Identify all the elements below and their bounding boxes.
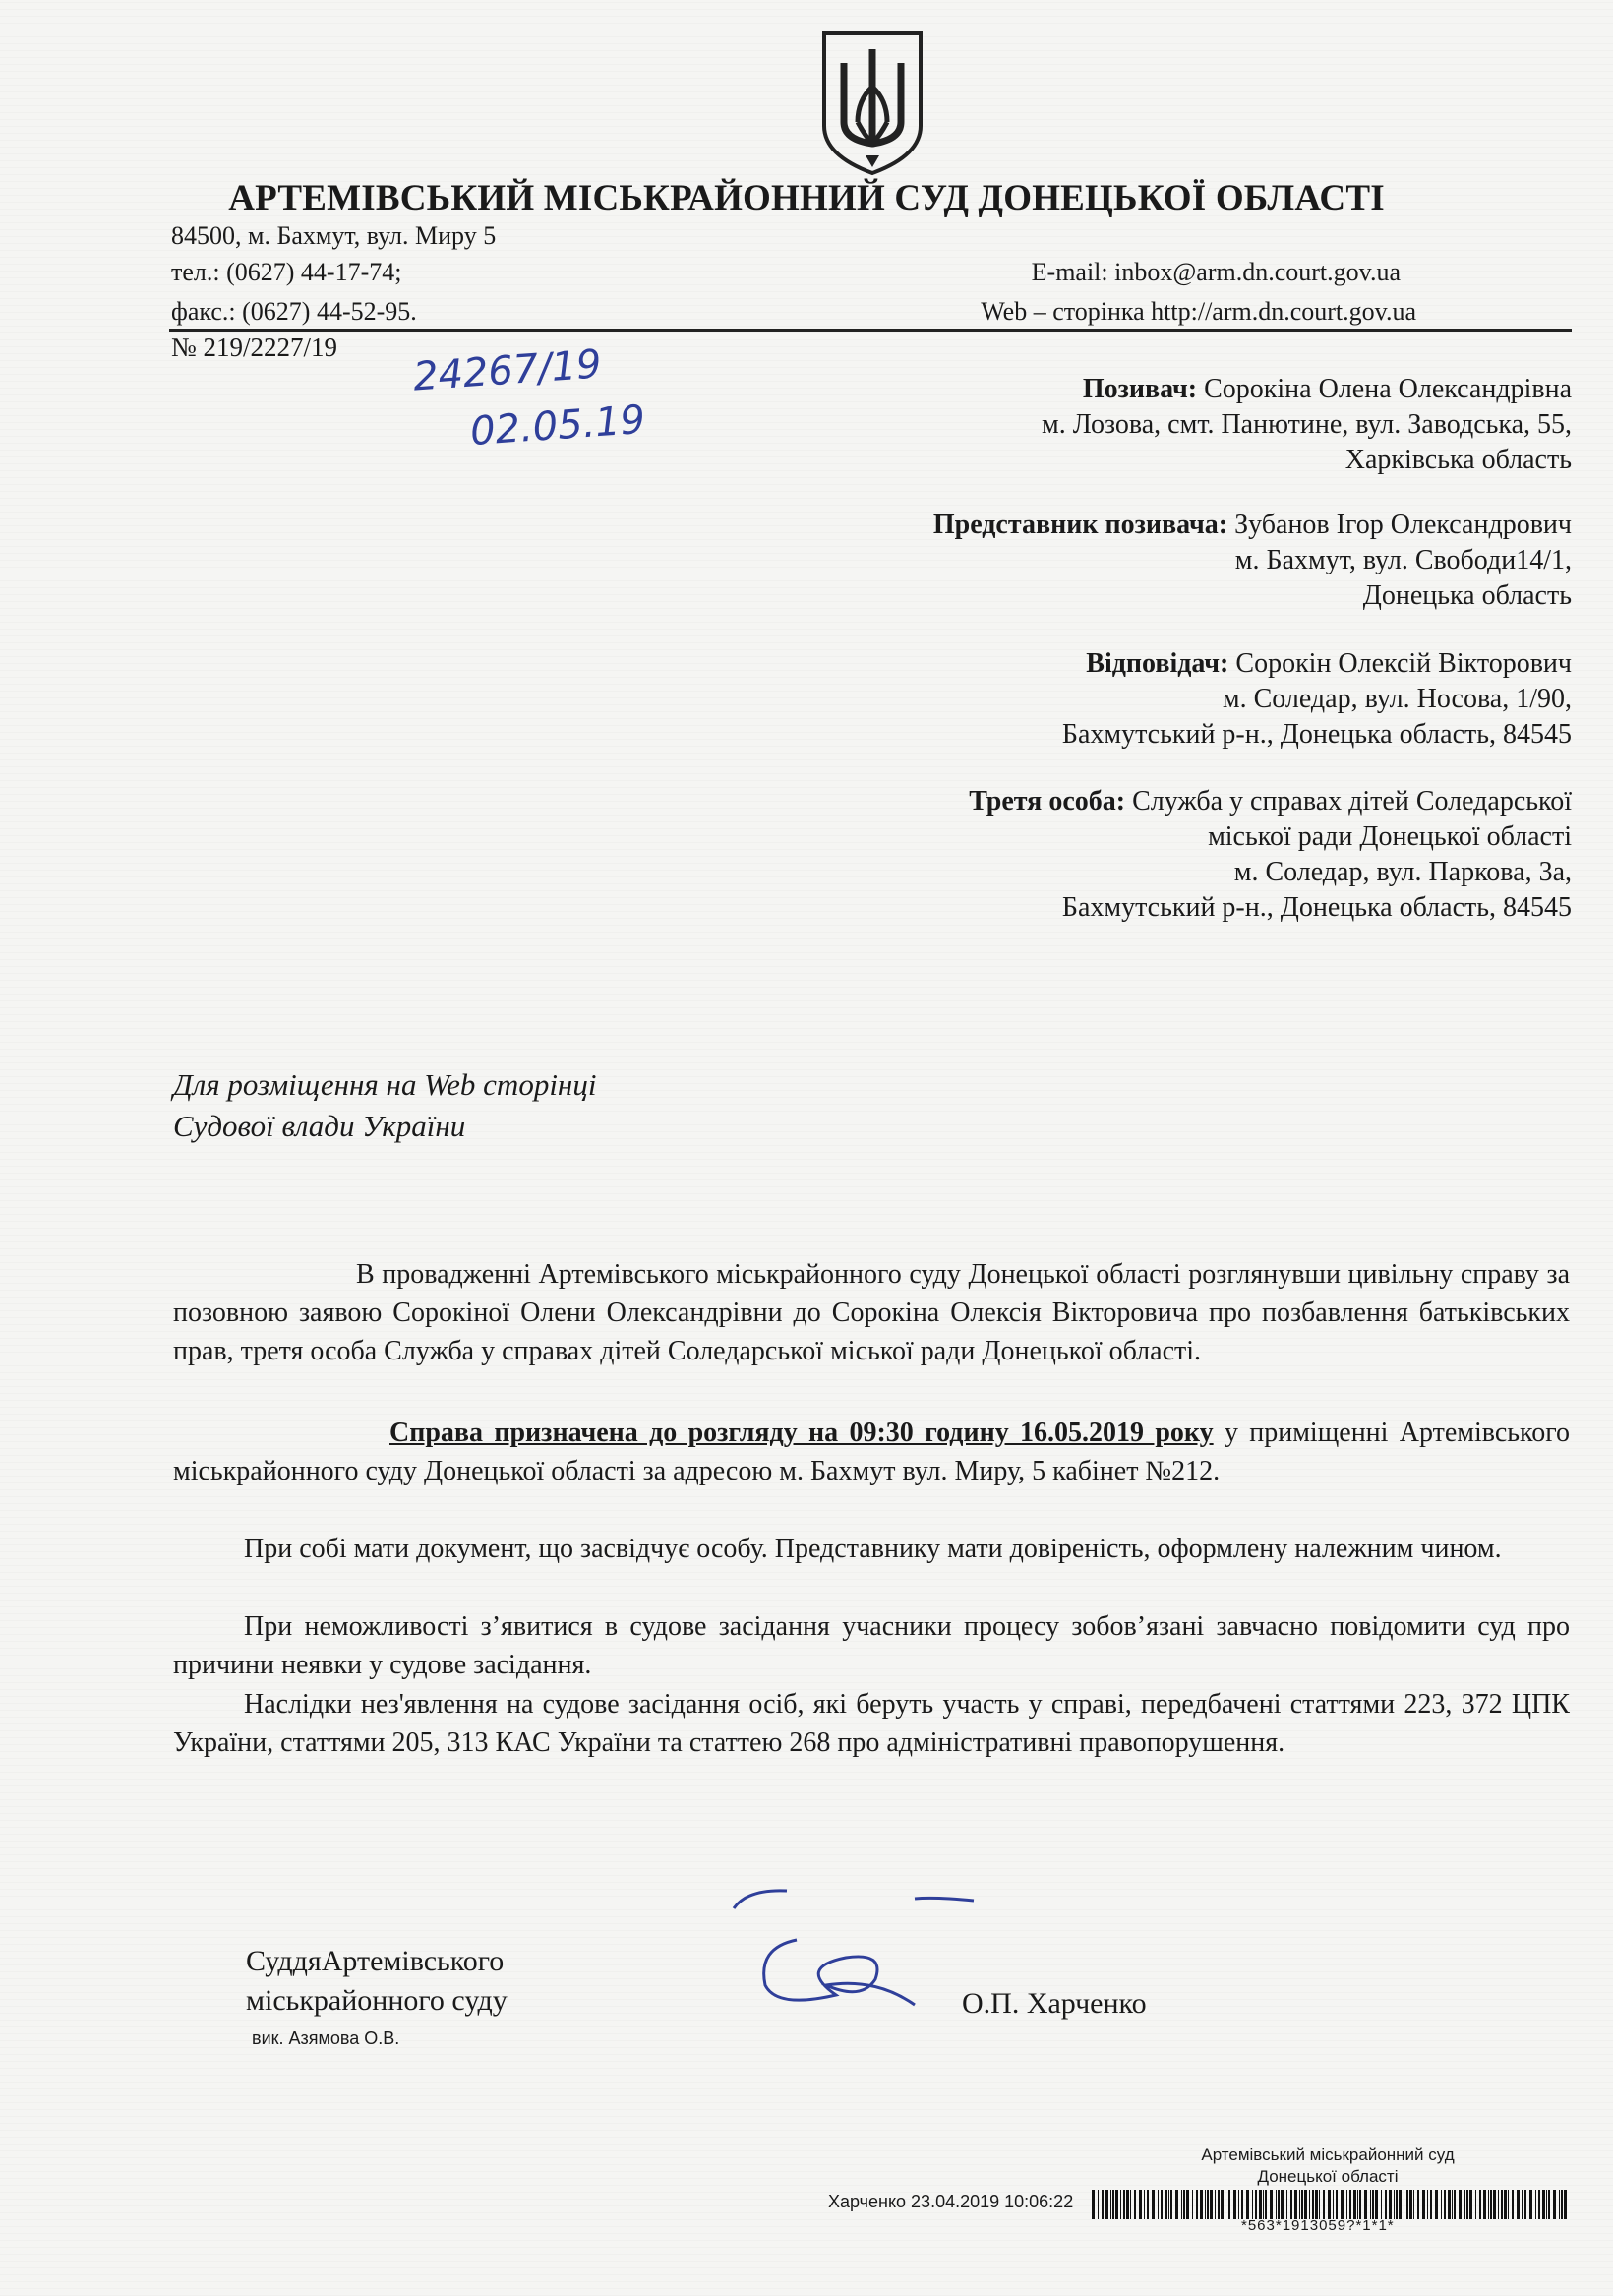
web-note-line-2: Судової влади України: [173, 1109, 466, 1143]
stamp-meta: Харченко 23.04.2019 10:06:22: [828, 2192, 1074, 2211]
court-email: E-mail: inbox@arm.dn.court.gov.ua: [1031, 258, 1401, 286]
court-address: 84500, м. Бахмут, вул. Миру 5: [171, 221, 497, 250]
plaintiff-address-2: Харківська область: [1344, 445, 1572, 475]
judge-title-line-1: СуддяАртемівського: [246, 1945, 505, 1977]
third-party-address-1: м. Соледар, вул. Паркова, 3а,: [1233, 857, 1572, 887]
stamp-court-line-2: Донецької області: [1257, 2167, 1399, 2186]
stamp-court-line-1: Артемівський міськрайонний суд: [1201, 2145, 1455, 2164]
handwritten-reg-number: 24267/19: [411, 341, 603, 400]
representative-label: Представник позивача:: [932, 510, 1228, 540]
header-divider: [169, 329, 1572, 332]
representative-address-2: Донецька область: [1362, 580, 1572, 611]
representative-address-1: м. Бахмут, вул. Свободи14/1,: [1234, 545, 1572, 575]
plaintiff-address-1: м. Лозова, смт. Панютине, вул. Заводська, 55,: [1041, 409, 1572, 440]
trident-emblem-icon: [814, 28, 930, 177]
executor-note: вик. Азямова О.В.: [252, 2028, 400, 2048]
court-website: Web – сторінка http://arm.dn.court.gov.ua: [981, 297, 1416, 326]
body-paragraph-1: В провадженні Артемівського міськрайонного суду Донецької області розглянувши цивільну справу за позовною заявою Сорокіної Олени Олександрівни до Сорокіна Олексія Вікторовича про позбавлення батьківських прав, третя особа Служба у справах дітей Соледарської міської ради Донецької області.: [173, 1259, 1570, 1366]
representative-name: Зубанов Ігор Олександрович: [1234, 510, 1572, 540]
plaintiff-name: Сорокіна Олена Олександрівна: [1204, 374, 1572, 404]
defendant-name: Сорокін Олексій Вікторович: [1235, 648, 1572, 679]
body-paragraph-2: [173, 1414, 1570, 1490]
judge-title-line-2: міськрайонного суду: [246, 1984, 508, 2017]
judge-title: [246, 1942, 508, 2021]
web-note-line-1: Для розміщення на Web сторінці: [173, 1067, 597, 1102]
plaintiff-label: Позивач:: [1082, 374, 1198, 404]
party-representative: [933, 508, 1572, 614]
case-number: № 219/2227/19: [171, 332, 338, 362]
body-paragraph-5: Наслідки нез'явлення на судове засідання осіб, які беруть участь у справі, передбачені статтями 223, 372 ЦПК України, статтями 205, 313 КАС України та статтею 268 про адміністративні правопорушення.: [173, 1689, 1570, 1758]
party-third: [969, 784, 1572, 926]
handwritten-reg-date: 02.05.19: [468, 396, 647, 455]
third-party-name: Служба у справах дітей Соледарської: [1132, 786, 1572, 816]
defendant-address-1: м. Соледар, вул. Носова, 1/90,: [1222, 684, 1572, 714]
third-party-label: Третя особа:: [969, 786, 1126, 816]
defendant-label: Відповідач:: [1086, 648, 1229, 679]
signature-icon: [688, 1869, 984, 2026]
third-party-name-2: міської ради Донецької області: [1208, 821, 1572, 852]
court-fax: факс.: (0627) 44-52-95.: [171, 297, 417, 326]
stamp-court-name: [1190, 2145, 1465, 2188]
party-defendant: [1062, 646, 1572, 753]
body-paragraph-3: При собі мати документ, що засвідчує особу. Представнику мати довіреність, оформлену належним чином.: [244, 1534, 1502, 1564]
hearing-location: у приміщенні Артемівського міськрайонного суду Донецької області за адресою м. Бахмут вул. Миру, 5 кабінет №212.: [173, 1418, 1570, 1486]
party-plaintiff: [1042, 372, 1572, 478]
hearing-date-highlight: Справа призначена до розгляду на 09:30 годину 16.05.2019 року: [389, 1418, 1214, 1448]
judge-name: О.П. Харченко: [962, 1987, 1147, 2020]
defendant-address-2: Бахмутський р-н., Донецька область, 84545: [1061, 719, 1572, 750]
barcode-icon: [1092, 2190, 1572, 2219]
barcode-number: *563*1913059?*1*1*: [1241, 2217, 1395, 2234]
court-title: АРТЕМІВСЬКИЙ МІСЬКРАЙОННИЙ СУД ДОНЕЦЬКОЇ ОБЛАСТІ: [228, 178, 1385, 218]
court-phone: тел.: (0627) 44-17-74;: [171, 258, 402, 286]
third-party-address-2: Бахмутський р-н., Донецька область, 84545: [1061, 892, 1572, 923]
body-paragraph-4: При неможливості з’явитися в судове засідання учасники процесу зобов’язані завчасно повідомити суд про причини неявки у судове засідання.: [173, 1611, 1570, 1680]
web-placement-note: [173, 1064, 596, 1147]
